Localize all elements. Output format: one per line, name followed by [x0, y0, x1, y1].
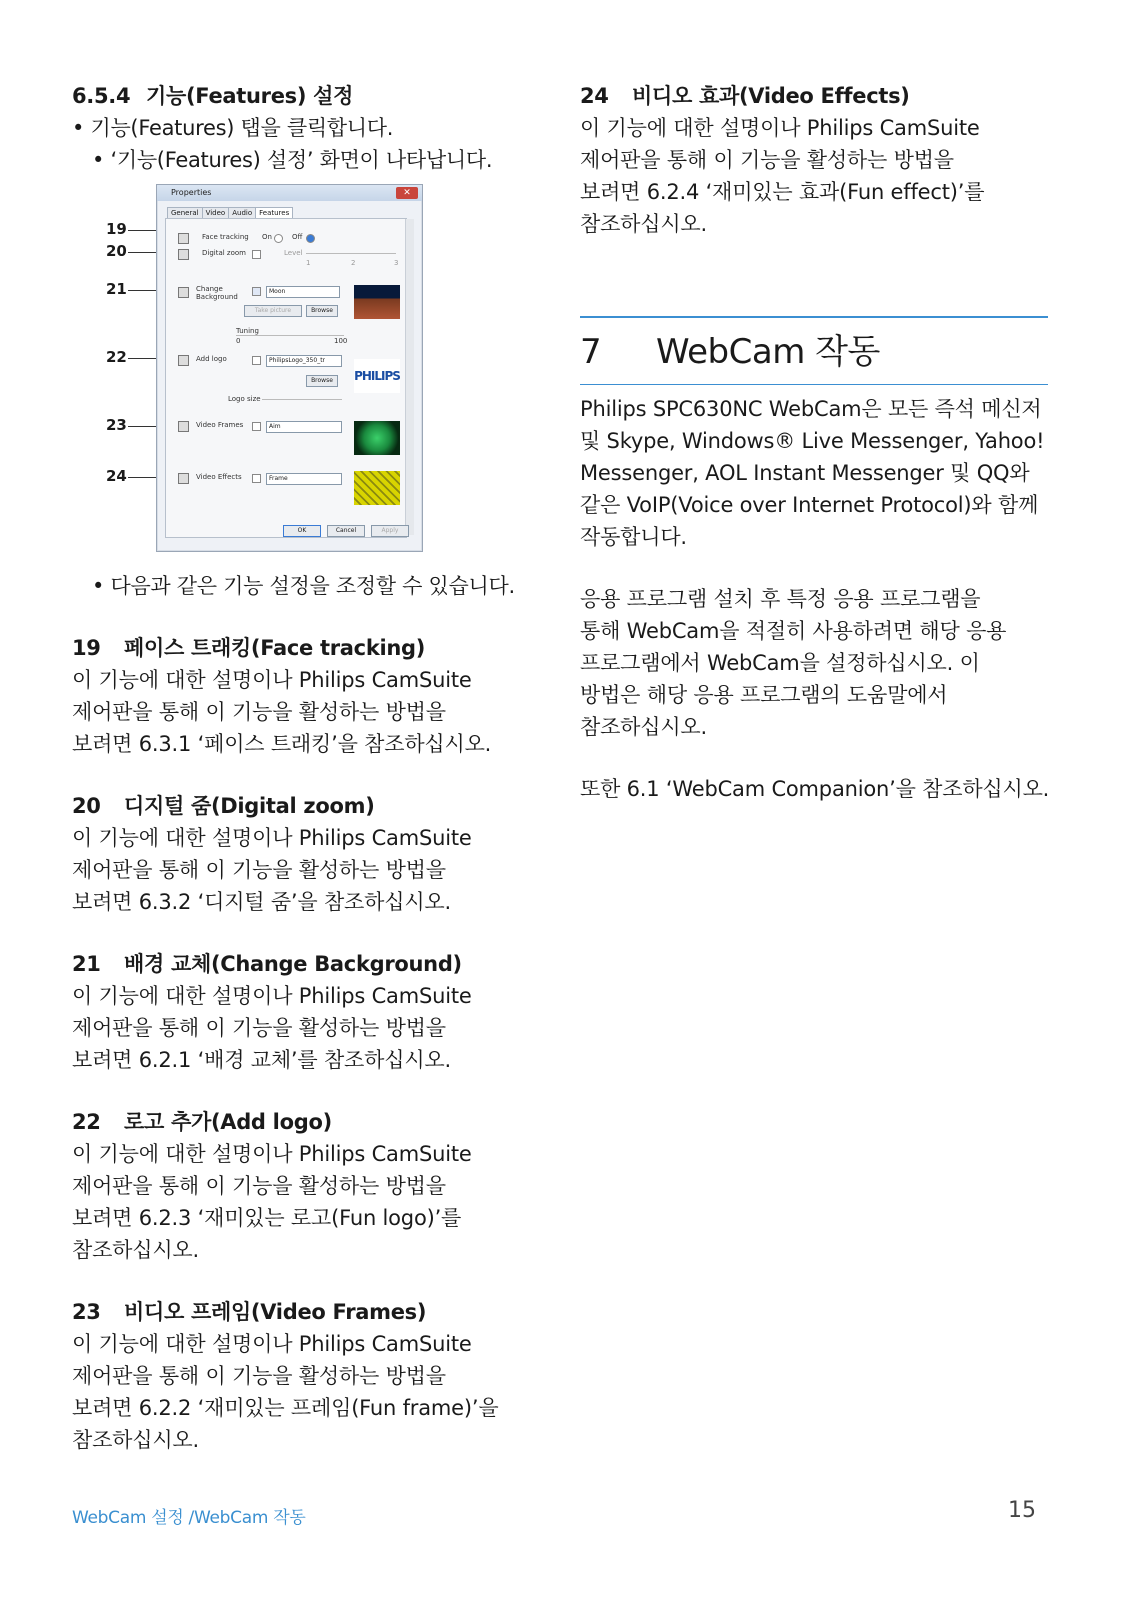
paragraph-line: 및 Skype, Windows® Live Messenger, Yahoo! — [580, 429, 1045, 453]
video-frames-label: Video Frames — [196, 421, 244, 429]
section-heading: 22 로고 추가(Add logo) — [72, 1110, 332, 1134]
section-line: 이 기능에 대한 설명이나 Philips CamSuite — [72, 984, 472, 1008]
video-frames-checkbox[interactable] — [252, 422, 261, 431]
section-heading: 20 디지털 줌(Digital zoom) — [72, 794, 375, 818]
logo-select[interactable]: PhilipsLogo_350_tr — [266, 355, 342, 367]
digital-zoom-checkbox[interactable] — [252, 250, 261, 259]
section-line: 참조하십시오. — [72, 1238, 199, 1262]
section-line: 이 기능에 대한 설명이나 Philips CamSuite — [580, 116, 980, 140]
paragraph-line: 방법은 해당 응용 프로그램의 도움말에서 — [580, 683, 948, 707]
face-tracking-icon — [178, 233, 189, 244]
callout-23: 23 — [106, 416, 127, 434]
section-line: 이 기능에 대한 설명이나 Philips CamSuite — [72, 1142, 472, 1166]
section-line: 보려면 6.2.3 ‘재미있는 로고(Fun logo)’를 — [72, 1206, 462, 1230]
section-19 — [72, 632, 552, 760]
section-heading-6-5-4: 6.5.4 기능(Features) 설정 — [72, 84, 354, 108]
level-tick: 3 — [394, 259, 399, 267]
callout-22: 22 — [106, 348, 127, 366]
level-slider[interactable] — [306, 253, 396, 254]
section-23 — [72, 1296, 552, 1456]
moon-background-thumbnail — [354, 285, 400, 319]
section-line: 보려면 6.3.1 ‘페이스 트래킹’을 참조하십시오. — [72, 732, 492, 756]
face-tracking-on-radio[interactable] — [274, 234, 283, 243]
effects-select[interactable]: Frame — [266, 473, 342, 485]
section-line: 보려면 6.2.4 ‘재미있는 효과(Fun effect)’를 — [580, 180, 985, 204]
paragraph-line: 통해 WebCam을 적절히 사용하려면 해당 응용 — [580, 619, 1007, 643]
section-line: 이 기능에 대한 설명이나 Philips CamSuite — [72, 1332, 472, 1356]
ok-button[interactable]: OK — [283, 525, 321, 537]
cancel-button[interactable]: Cancel — [327, 525, 365, 537]
section-line: 제어판을 통해 이 기능을 활성하는 방법을 — [72, 1174, 446, 1198]
intro-paragraph — [580, 393, 1060, 553]
feature-sections — [72, 632, 552, 1456]
right-column — [580, 80, 1060, 805]
bullet-features-screen: • ‘기능(Features) 설정’ 화면이 나타납니다. — [92, 148, 493, 172]
logo-size-label: Logo size — [228, 395, 261, 403]
paragraph-line: 같은 VoIP(Voice over Internet Protocol)와 함께 — [580, 493, 1039, 517]
section-line: 참조하십시오. — [72, 1428, 199, 1452]
paragraph-line: 응용 프로그램 설치 후 특정 응용 프로그램을 — [580, 587, 981, 611]
digital-zoom-label: Digital zoom — [202, 249, 246, 257]
dialog-title-bar — [157, 185, 422, 201]
change-background-checkbox[interactable] — [252, 287, 261, 296]
change-background-label: Change Background — [196, 285, 238, 301]
section-line: 보려면 6.2.2 ‘재미있는 프레임(Fun frame)’을 — [72, 1396, 499, 1420]
tuning-label: Tuning — [236, 327, 259, 335]
take-picture-button[interactable]: Take picture — [244, 305, 302, 317]
tab-audio[interactable]: Audio — [228, 207, 256, 219]
tab-features[interactable]: Features — [255, 207, 293, 219]
section-heading: 23 비디오 프레임(Video Frames) — [72, 1300, 427, 1324]
dialog-title: Properties — [171, 188, 212, 197]
left-column — [72, 80, 552, 1456]
callout-24: 24 — [106, 467, 127, 485]
page-number: 15 — [1008, 1498, 1036, 1523]
section-line: 제어판을 통해 이 기능을 활성하는 방법을 — [72, 1364, 446, 1388]
features-dialog-screenshot — [72, 184, 552, 564]
video-effects-label: Video Effects — [196, 473, 242, 481]
section-line: 제어판을 통해 이 기능을 활성하는 방법을 — [72, 858, 446, 882]
chapter-rule-bottom — [580, 384, 1048, 385]
companion-reference: 또한 6.1 ‘WebCam Companion’을 참조하십시오. — [580, 777, 1050, 801]
level-tick: 2 — [351, 259, 356, 267]
callout-20: 20 — [106, 242, 127, 260]
bullet-features-tab: • 기능(Features) 탭을 클릭합니다. — [72, 116, 394, 140]
chapter-rule-top — [580, 316, 1048, 318]
paragraph-line: Philips SPC630NC WebCam은 모든 즉석 메신저 — [580, 397, 1042, 421]
section-line: 보려면 6.2.1 ‘배경 교체’를 참조하십시오. — [72, 1048, 451, 1072]
section-24 — [580, 80, 1060, 240]
level-label: Level — [284, 249, 303, 257]
section-line: 제어판을 통해 이 기능을 활성하는 방법을 — [72, 700, 446, 724]
tuning-slider[interactable] — [236, 335, 344, 336]
frame-effect-thumbnail — [354, 471, 400, 505]
setup-paragraph — [580, 583, 1060, 743]
paragraph-line: 작동합니다. — [580, 525, 687, 549]
frames-select[interactable]: Aim — [266, 421, 342, 433]
add-logo-label: Add logo — [196, 355, 227, 363]
tuning-min: 0 — [236, 337, 241, 345]
video-effects-icon — [178, 473, 189, 484]
section-20 — [72, 790, 552, 918]
properties-dialog — [156, 184, 423, 552]
section-heading: 24 비디오 효과(Video Effects) — [580, 84, 910, 108]
section-22 — [72, 1106, 552, 1266]
background-select[interactable]: Moon — [266, 286, 340, 298]
tab-general[interactable]: General — [167, 207, 203, 219]
aim-frame-thumbnail — [354, 421, 400, 455]
tuning-max: 100 — [334, 337, 348, 345]
section-line: 보려면 6.3.2 ‘디지털 줌’을 참조하십시오. — [72, 890, 451, 914]
level-tick: 1 — [306, 259, 311, 267]
section-heading: 21 배경 교체(Change Background) — [72, 952, 462, 976]
dialog-scrollbar[interactable] — [405, 219, 414, 535]
face-tracking-label: Face tracking — [202, 233, 249, 241]
change-background-icon — [178, 287, 189, 298]
digital-zoom-icon — [178, 249, 189, 260]
section-line: 이 기능에 대한 설명이나 Philips CamSuite — [72, 668, 472, 692]
callout-21: 21 — [106, 280, 127, 298]
on-label: On — [262, 233, 272, 241]
philips-logo-thumbnail: PHILIPS — [354, 359, 400, 393]
video-effects-checkbox[interactable] — [252, 474, 261, 483]
face-tracking-off-radio[interactable] — [306, 234, 315, 243]
section-21 — [72, 948, 552, 1076]
browse-logo-button[interactable]: Browse — [306, 375, 338, 387]
section-line: 이 기능에 대한 설명이나 Philips CamSuite — [72, 826, 472, 850]
features-panel — [165, 218, 407, 538]
video-frames-icon — [178, 421, 189, 432]
chapter-title: 7 WebCam 작동 — [580, 332, 880, 372]
section-line: 참조하십시오. — [580, 212, 707, 236]
add-logo-checkbox[interactable] — [252, 356, 261, 365]
bullet-adjust-settings: • 다음과 같은 기능 설정을 조정할 수 있습니다. — [92, 574, 515, 598]
add-logo-icon — [178, 355, 189, 366]
footer-section-title: WebCam 설정 /WebCam 작동 — [72, 1508, 306, 1528]
paragraph-line: Messenger, AOL Instant Messenger 및 QQ와 — [580, 461, 1030, 485]
callout-19: 19 — [106, 220, 127, 238]
paragraph-line: 참조하십시오. — [580, 715, 707, 739]
close-icon[interactable]: ✕ — [396, 187, 418, 199]
section-line: 제어판을 통해 이 기능을 활성하는 방법을 — [580, 148, 954, 172]
apply-button[interactable]: Apply — [371, 525, 409, 537]
logo-size-slider[interactable] — [262, 399, 342, 400]
off-label: Off — [292, 233, 303, 241]
tab-video[interactable]: Video — [202, 207, 230, 219]
paragraph-line: 프로그램에서 WebCam을 설정하십시오. 이 — [580, 651, 980, 675]
browse-button[interactable]: Browse — [306, 305, 338, 317]
section-heading: 19 페이스 트래킹(Face tracking) — [72, 636, 426, 660]
section-line: 제어판을 통해 이 기능을 활성하는 방법을 — [72, 1016, 446, 1040]
